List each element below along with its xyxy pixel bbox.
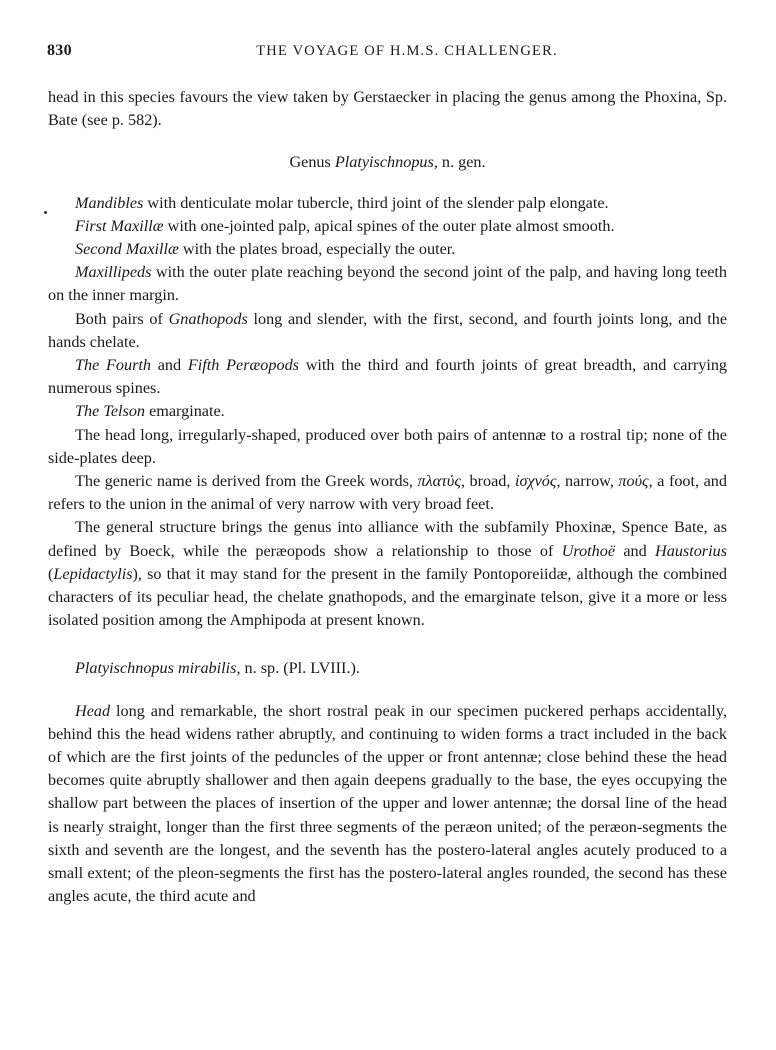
continuation-paragraph: head in this species favours the view taken by Gerstaecker in placing the genus among the Phoxina, Sp. Bate (see p. 582).: [48, 88, 727, 130]
greek-word: πούς: [618, 472, 649, 491]
text-body: [48, 86, 727, 909]
greek-word: πλατύς: [417, 472, 461, 491]
structure-paragraph: The general structure brings the genus into alliance with the subfamily Phoxinæ, Spence Bate, as defined by Boeck, while the peræopods show a relationship to those of Urothoë and Haustorius (Lepidactylis), so that it may stand for the present in the family Pontoporeiidæ, although the combined characters of its peculiar head, the chelate gnathopods, and the emarginate telson, give it a more or less isolated position among the Amphipoda at present known.: [48, 518, 727, 630]
head-description-paragraph: Head long and remarkable, the short rostral peak in our specimen puckered perhaps accidentally, behind this the head widens rather abruptly, and continuing to widen forms a tract included in the back of which are the first joints of the peduncles of the upper or front antennæ; close behind these the head becomes quite abruptly shallower and then again deepens gradually to the base, the eyes occupying the shallow part between the places of insertion of the upper and lower antennæ; the dorsal line of the head is nearly straight, longer than the first three segments of the peræon united; of the peræon-segments the sixth and seventh are the longest, and the seventh has the postero-lateral angles acutely produced to a small extent; of the pleon-segments the first has the postero-lateral angles rounded, the second has these angles acute, the third acute and: [48, 701, 727, 906]
character-head: The head long, irregularly-shaped, produced over both pairs of antennæ to a rostral tip; none of the side-plates deep.: [48, 425, 727, 467]
character-first-maxillae: First Maxillæ with one-jointed palp, apical spines of the outer plate almost smooth.: [75, 216, 615, 235]
character-gnathopods: Both pairs of Gnathopods long and slender, with the first, second, and fourth joints long, and the hands chelate.: [48, 309, 728, 351]
genus-name: Platyischnopus: [334, 153, 434, 172]
character-second-maxillae: Second Maxillæ with the plates broad, especially the outer.: [75, 240, 456, 259]
running-title: THE VOYAGE OF H.M.S. CHALLENGER.: [256, 43, 558, 59]
page-number: 830: [47, 42, 72, 59]
margin-dot: [44, 211, 47, 214]
species-heading: Platyischnopus mirabilis, n. sp. (Pl. LVIII.).: [75, 659, 360, 678]
character-peraeopods: The Fourth and Fifth Peræopods with the third and fourth joints of great breadth, and carrying numerous spines.: [48, 356, 728, 398]
genus-heading: Genus Platyischnopus, n. gen.: [289, 153, 486, 172]
page-header: [47, 42, 727, 66]
character-maxillipeds: Maxillipeds with the outer plate reaching beyond the second joint of the palp, and having long teeth on the inner margin.: [48, 263, 727, 305]
etymology-paragraph: The generic name is derived from the Greek words, πλατύς, broad, ἰσχνός, narrow, πούς, a foot, and refers to the union in the animal of very narrow with very broad feet.: [48, 472, 727, 514]
character-mandibles: Mandibles with denticulate molar tubercle, third joint of the slender palp elongate.: [75, 193, 609, 212]
character-telson: The Telson emarginate.: [75, 402, 225, 421]
greek-word: ἰσχνός: [514, 472, 557, 491]
species-name: Platyischnopus mirabilis: [75, 659, 237, 678]
